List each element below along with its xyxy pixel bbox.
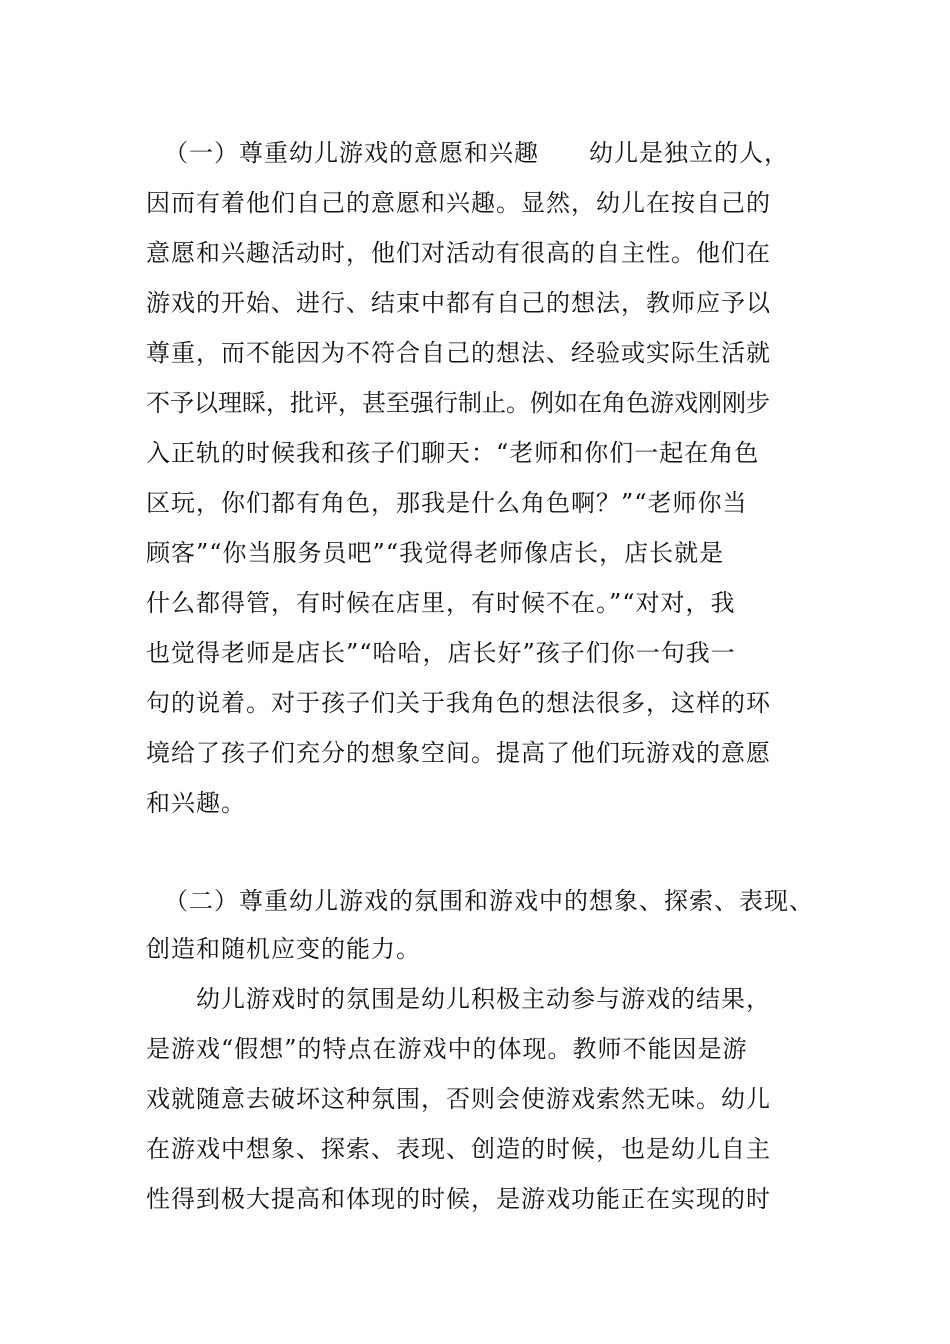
paragraph-line: 不予以理睬，批评，甚至强行制止。例如在角色游戏刚刚步 <box>146 389 770 417</box>
paragraph-line: 区玩，你们都有角色，那我是什么角色啊？”“老师你当 <box>146 489 748 517</box>
paragraph-line: 意愿和兴趣活动时，他们对活动有很高的自主性。他们在 <box>146 239 771 267</box>
paragraph-line: 什么都得管，有时候在店里，有时候不在。”“对对，我 <box>146 589 736 617</box>
paragraph-line: 幼儿游戏时的氛围是幼儿积极主动参与游戏的结果， <box>146 985 771 1013</box>
paragraph-line: 戏就随意去破坏这种氛围，否则会使游戏索然无味。幼儿 <box>146 1085 771 1113</box>
paragraph-line: 是游戏“假想”的特点在游戏中的体现。教师不能因是游 <box>146 1035 748 1063</box>
paragraph-line: 在游戏中想象、探索、表现、创造的时候，也是幼儿自主 <box>146 1135 771 1163</box>
paragraph-line: 顾客”“你当服务员吧”“我觉得老师像店长，店长就是 <box>146 539 725 567</box>
paragraph-line: 性得到极大提高和体现的时候，是游戏功能正在实现的时 <box>146 1185 771 1213</box>
paragraph-line: 入正轨的时候我和孩子们聊天：“老师和你们一起在角色 <box>146 439 760 467</box>
section-1-heading-line: （一）尊重幼儿游戏的意愿和兴趣 幼儿是独立的人， <box>164 139 789 167</box>
paragraph-line: 也觉得老师是店长”“哈哈，店长好”孩子们你一句我一 <box>146 639 736 667</box>
paragraph-line: 游戏的开始、进行、结束中都有自己的想法，教师应予以 <box>146 289 771 317</box>
section-2-heading-line: （二）尊重幼儿游戏的氛围和游戏中的想象、探索、表现、 <box>164 887 814 915</box>
paragraph-line: 境给了孩子们充分的想象空间。提高了他们玩游戏的意愿 <box>146 739 771 767</box>
paragraph-line: 尊重，而不能因为不符合自己的想法、经验或实际生活就 <box>146 339 771 367</box>
paragraph-line: 句的说着。对于孩子们关于我角色的想法很多，这样的环 <box>146 689 771 717</box>
section-2-heading-line: 创造和随机应变的能力。 <box>146 935 421 963</box>
paragraph-line: 因而有着他们自己的意愿和兴趣。显然，幼儿在按自己的 <box>146 189 771 217</box>
paragraph-line: 和兴趣。 <box>146 789 246 817</box>
